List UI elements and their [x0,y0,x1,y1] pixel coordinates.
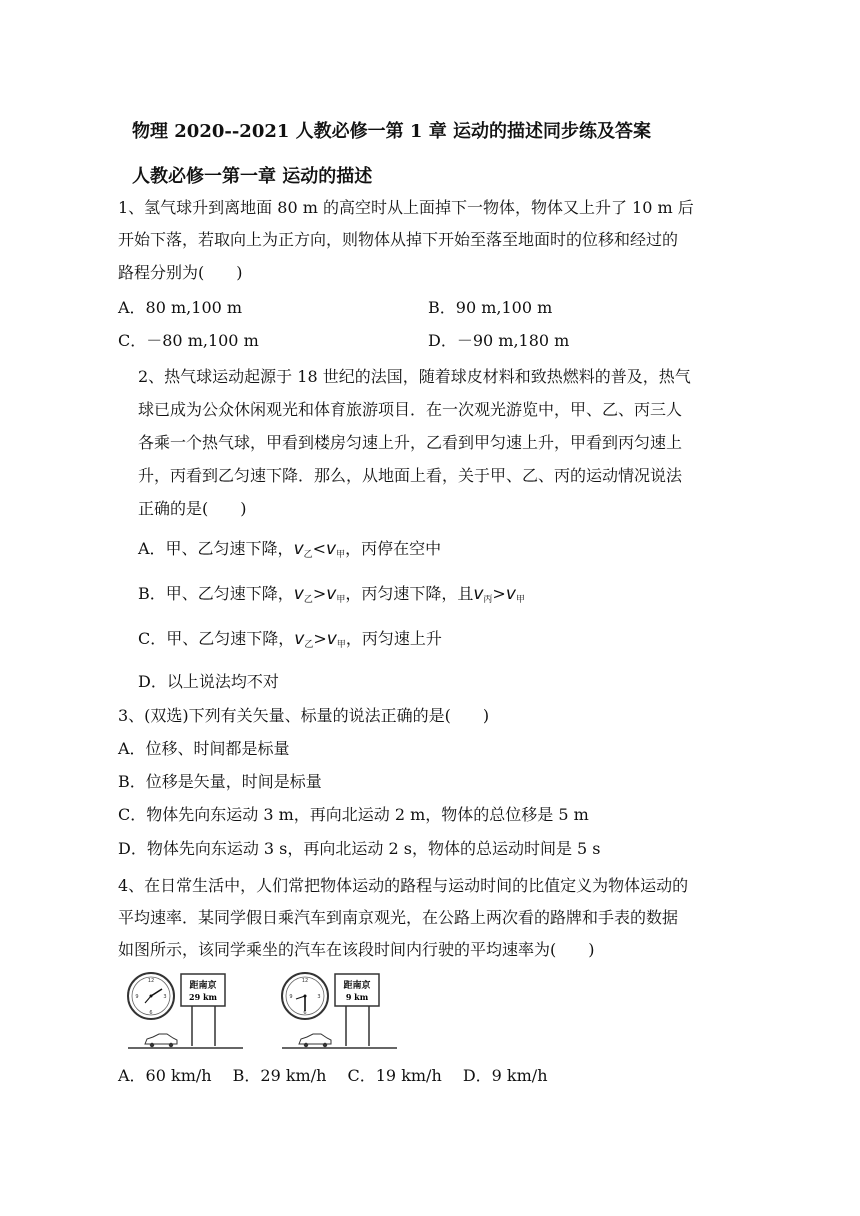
road-sign [335,974,379,1046]
subscript-jia: 甲 [336,595,346,605]
option-text: B．甲、乙匀速下降， [138,584,294,603]
velocity-symbol: v [473,584,484,604]
car-icon [145,1034,177,1047]
velocity-symbol: v [326,629,337,649]
q2-line-5: 正确的是( ) [138,499,247,518]
sign-distance: 29 km [189,992,217,1002]
svg-text:9: 9 [289,994,293,1000]
q1-option-d: D．－90 m,180 m [428,331,570,350]
q1-option-c: C．－80 m,100 m [118,331,259,350]
q1-line-2: 开始下落，若取向上为正方向，则物体从掉下开始至落至地面时的位移和经过的 [118,230,679,249]
q2-option-d: D．以上说法均不对 [138,672,279,691]
road-sign [181,974,225,1046]
q3-option-b: B．位移是矢量，时间是标量 [118,772,322,791]
sign-label: 距南京 [343,981,371,991]
clock-icon [282,973,328,1019]
svg-text:6: 6 [303,1010,307,1016]
option-middle: ，丙匀速下降，且 [345,584,474,603]
comparison: > [312,584,327,603]
subscript-jia: 甲 [336,550,346,560]
q1-option-a: A．80 m,100 m [118,298,243,317]
q2-line-2: 球已成为公众休闲观光和体育旅游项目．在一次观光游览中，甲、乙、丙三人 [138,400,683,419]
subscript-jia: 甲 [336,640,346,650]
section-heading: 人教必修一第一章 运动的描述 [132,166,373,187]
clock-icon [128,973,174,1019]
svg-text:6: 6 [149,1010,153,1016]
svg-text:9: 9 [135,994,139,1000]
q4-line-1: 4、在日常生活中，人们常把物体运动的路程与运动时间的比值定义为物体运动的 [118,876,689,895]
velocity-symbol: v [294,629,305,649]
q1-line-3: 路程分别为( ) [118,263,243,282]
q2-line-1: 2、热气球运动起源于 18 世纪的法国，随着球皮材料和致热燃料的普及，热气 [138,367,691,386]
subscript-yi: 乙 [303,550,313,560]
svg-text:12: 12 [301,978,309,984]
q1-option-b: B．90 m,100 m [428,298,553,317]
q4-line-2: 平均速率．某同学假日乘汽车到南京观光，在公路上两次看的路牌和手表的数据 [118,908,679,927]
subscript-bing: 丙 [483,595,493,605]
sign-distance: 9 km [345,992,369,1002]
velocity-symbol: v [293,539,304,559]
q1-line-1: 1、氢气球升到离地面 80 m 的高空时从上面掉下一物体，物体又上升了 10 m 后 [118,198,694,217]
svg-text:3: 3 [317,994,321,1000]
q3-option-c: C．物体先向东运动 3 m，再向北运动 2 m，物体的总位移是 5 m [118,805,589,824]
q2-option-c [138,629,442,655]
car-icon [299,1034,331,1047]
svg-text:3: 3 [163,994,167,1000]
subscript-jia: 甲 [515,595,525,605]
q4-line-3: 如图所示，该同学乘坐的汽车在该段时间内行驶的平均速率为( ) [118,940,595,959]
velocity-symbol: v [505,584,516,604]
svg-text:12: 12 [147,978,155,984]
comparison: > [313,629,327,648]
comparison: < [312,539,327,558]
q2-option-b [138,584,525,610]
figure-scene-2 [279,970,399,1052]
q3-option-d: D．物体先向东运动 3 s，再向北运动 2 s，物体的总运动时间是 5 s [118,839,601,858]
document-title: 物理 2020--2021 人教必修一第 1 章 运动的描述同步练及答案 [132,121,651,142]
comparison: > [492,584,506,603]
option-tail: ，丙匀速上升 [345,629,442,648]
option-tail: ，丙停在空中 [345,539,442,558]
q2-option-a [138,539,441,565]
option-text: A．甲、乙匀速下降， [138,539,294,558]
q3-option-a: A．位移、时间都是标量 [118,739,290,758]
sign-label: 距南京 [189,981,217,991]
velocity-symbol: v [293,584,304,604]
q2-line-4: 升，丙看到乙匀速下降．那么，从地面上看，关于甲、乙、丙的运动情况说法 [138,466,683,485]
figure-scene-1 [125,970,245,1052]
subscript-yi: 乙 [304,640,314,650]
subscript-yi: 乙 [303,595,313,605]
option-text: C．甲、乙匀速下降， [138,629,295,648]
q4-options: A．60 km/h B．29 km/h C．19 km/h D．9 km/h [118,1066,548,1085]
velocity-symbol: v [326,539,337,559]
q2-line-3: 各乘一个热气球，甲看到楼房匀速上升，乙看到甲匀速上升，甲看到丙匀速上 [138,433,683,452]
q3-line-1: 3、(双选)下列有关矢量、标量的说法正确的是( ) [118,706,490,725]
velocity-symbol: v [326,584,337,604]
